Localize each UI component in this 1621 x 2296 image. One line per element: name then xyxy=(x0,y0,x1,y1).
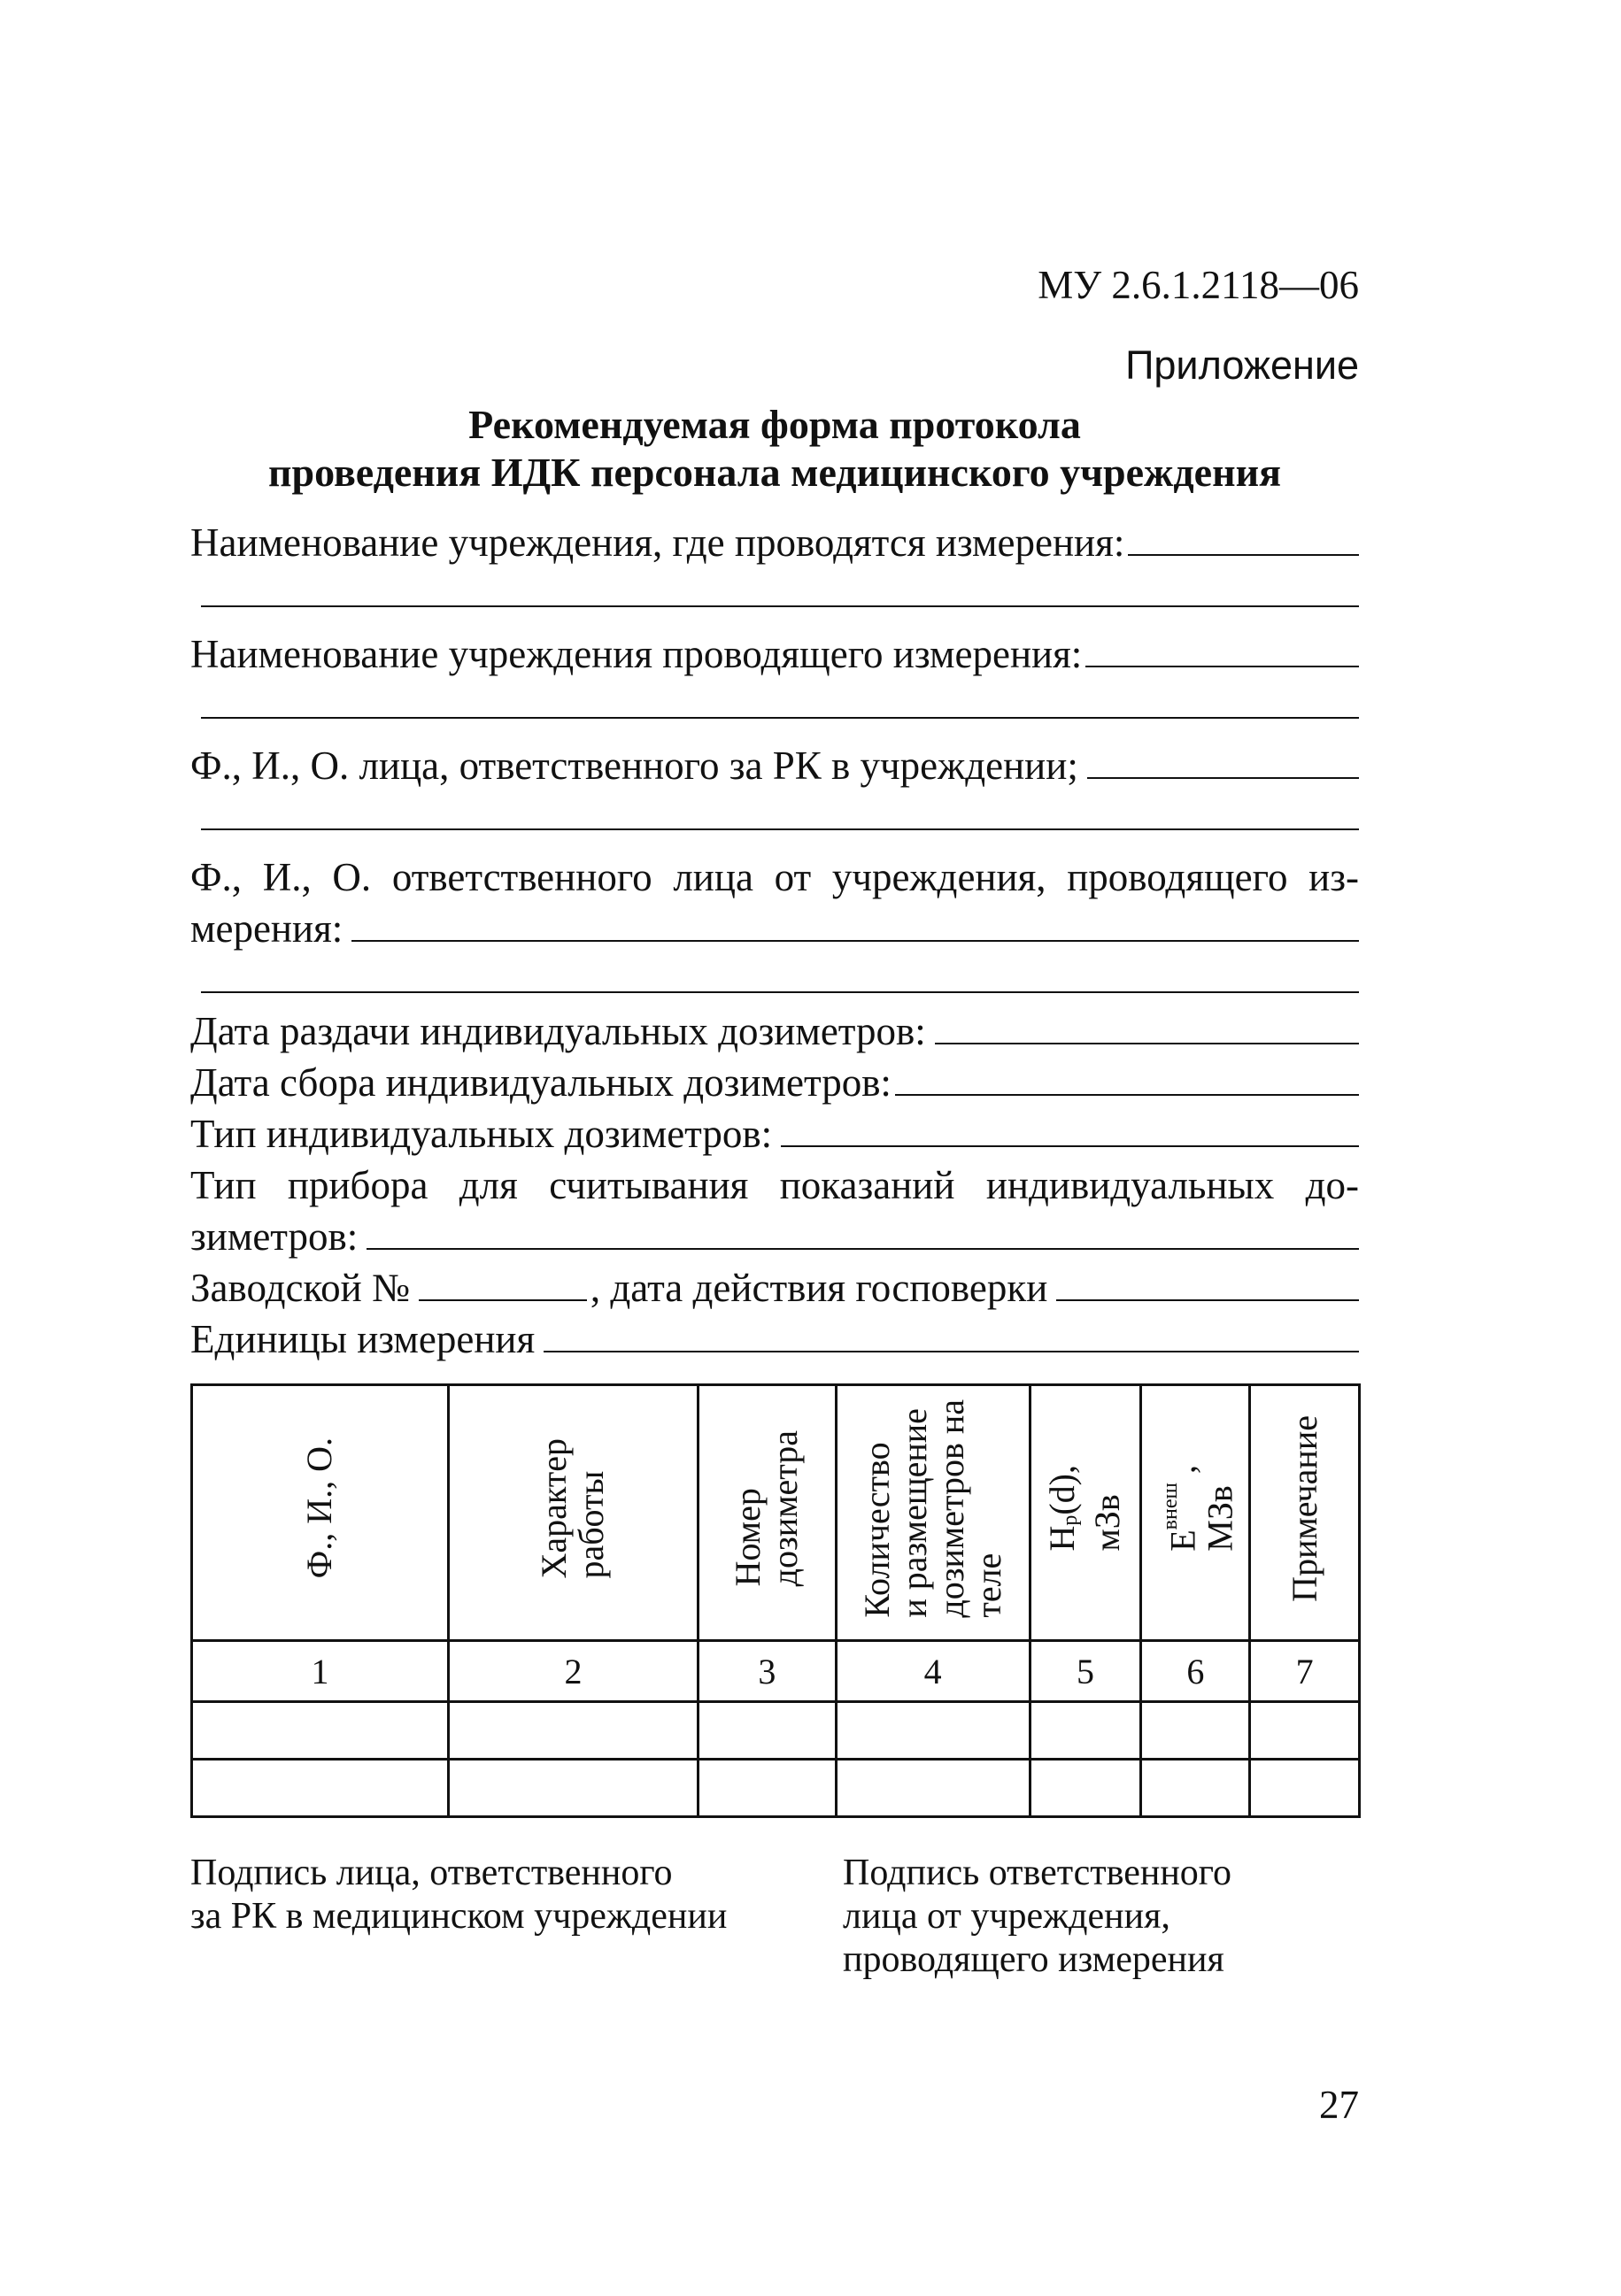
blank-line[interactable] xyxy=(367,1248,1359,1250)
table-cell[interactable] xyxy=(448,1702,698,1760)
signature-right-line-1: Подпись ответственного xyxy=(843,1853,1231,1893)
column-number: 4 xyxy=(836,1641,1030,1702)
serial-number-blank[interactable] xyxy=(419,1299,587,1301)
table-cell[interactable] xyxy=(1030,1702,1141,1760)
column-number: 7 xyxy=(1250,1641,1360,1702)
header-cell-dosimeter xyxy=(699,1385,837,1641)
header-text: Ф., И., О. xyxy=(299,1437,340,1579)
table-cell[interactable] xyxy=(699,1702,837,1760)
form-fields xyxy=(190,512,1359,1360)
table-cell[interactable] xyxy=(192,1702,449,1760)
signature-right-line-3: проводящего измерения xyxy=(843,1939,1224,1980)
field-institution-measured-continuation xyxy=(190,563,1359,614)
field-responsible-measuring xyxy=(190,846,1359,898)
field-institution-measuring-continuation xyxy=(190,674,1359,726)
field-dosimeter-type xyxy=(190,1103,1359,1154)
signature-right-line-2: лица от учреждения, xyxy=(843,1896,1170,1937)
appendix-label: Приложение xyxy=(1125,343,1359,388)
blank-line[interactable] xyxy=(1087,777,1359,779)
field-serial-verification xyxy=(190,1257,1359,1308)
header-cell-e xyxy=(1141,1385,1250,1641)
table-row xyxy=(192,1760,1360,1817)
blank-line[interactable] xyxy=(201,991,1359,993)
field-institution-measured xyxy=(190,512,1359,563)
field-responsible-rk xyxy=(190,735,1359,786)
blank-line[interactable] xyxy=(351,940,1359,942)
header-cell-work xyxy=(448,1385,698,1641)
column-number: 2 xyxy=(448,1641,698,1702)
signature-right xyxy=(843,1852,1339,1982)
field-responsible-measuring-line-2 xyxy=(190,898,1359,949)
header-text: $E^{внеш}$ , МЗв xyxy=(1159,1465,1240,1552)
blank-line[interactable] xyxy=(1128,554,1359,556)
table-cell[interactable] xyxy=(699,1760,837,1817)
blank-line[interactable] xyxy=(1056,1299,1359,1301)
document-page xyxy=(190,0,1359,2296)
table-cell[interactable] xyxy=(836,1760,1030,1817)
form-title-line-1: Рекомендуемая форма протокола xyxy=(468,402,1081,447)
header-cell-fio xyxy=(192,1385,449,1641)
table-cell[interactable] xyxy=(1250,1760,1360,1817)
header-cell-hp xyxy=(1030,1385,1141,1641)
field-label: Дата раздачи индивидуальных дозиметров: xyxy=(190,1009,926,1053)
header-text: Номер дозиметра xyxy=(728,1429,806,1587)
header-cell-note xyxy=(1250,1385,1360,1641)
blank-line[interactable] xyxy=(895,1094,1359,1096)
blank-line[interactable] xyxy=(201,828,1359,830)
field-label: Тип прибора для считывания показаний индивидуальных до- xyxy=(190,1163,1359,1207)
field-label: Заводской № xyxy=(190,1266,410,1310)
column-number: 3 xyxy=(699,1641,837,1702)
field-units xyxy=(190,1308,1359,1360)
field-responsible-measuring-continuation xyxy=(190,949,1359,1000)
field-label: Тип индивидуальных дозиметров: xyxy=(190,1112,773,1156)
document-code: МУ 2.6.1.2118—06 xyxy=(1038,263,1359,307)
blank-line[interactable] xyxy=(201,717,1359,719)
field-label: мерения: xyxy=(190,906,343,951)
table-header-row xyxy=(192,1385,1360,1641)
field-label: Наименование учреждения, где проводятся измерения: xyxy=(190,520,1125,565)
column-number: 6 xyxy=(1141,1641,1250,1702)
blank-line[interactable] xyxy=(781,1145,1359,1147)
table-cell[interactable] xyxy=(192,1760,449,1817)
form-title-line-2: проведения ИДК персонала медицинского учреждения xyxy=(268,450,1281,495)
signature-left xyxy=(190,1852,792,1938)
header-text: Примечание xyxy=(1284,1414,1324,1602)
table-cell[interactable] xyxy=(1141,1702,1250,1760)
signature-left-line-2: за РК в медицинском учреждении xyxy=(190,1896,728,1937)
blank-line[interactable] xyxy=(935,1043,1359,1044)
field-label: Дата сбора индивидуальных дозиметров: xyxy=(190,1060,892,1105)
blank-line[interactable] xyxy=(1085,666,1359,667)
field-label: , дата действия госповерки xyxy=(590,1266,1048,1310)
table-cell[interactable] xyxy=(1141,1760,1250,1817)
field-date-collect xyxy=(190,1052,1359,1103)
field-label: Ф., И., О. ответственного лица от учреждения, проводящего из- xyxy=(190,855,1359,899)
header-text: $H_p(d)$, мЗв xyxy=(1042,1465,1128,1552)
header-text: Количество и размещение дозиметров на теле xyxy=(856,1398,1008,1618)
column-number: 1 xyxy=(192,1641,449,1702)
column-number: 5 xyxy=(1030,1641,1141,1702)
blank-line[interactable] xyxy=(544,1351,1359,1352)
page-number: 27 xyxy=(1319,2083,1359,2127)
field-label: Единицы измерения xyxy=(190,1317,536,1361)
measurement-table xyxy=(190,1383,1361,1818)
table-number-row xyxy=(192,1641,1360,1702)
field-label: зиметров: xyxy=(190,1214,359,1259)
field-reader-type xyxy=(190,1154,1359,1206)
signature-left-line-1: Подпись лица, ответственного xyxy=(190,1853,673,1893)
field-institution-measuring xyxy=(190,623,1359,674)
table-cell[interactable] xyxy=(836,1702,1030,1760)
header-text: Характер работы xyxy=(534,1437,612,1579)
table-cell[interactable] xyxy=(1030,1760,1141,1817)
form-title xyxy=(190,401,1359,497)
table-cell[interactable] xyxy=(1250,1702,1360,1760)
table-row xyxy=(192,1702,1360,1760)
field-label: Ф., И., О. лица, ответственного за РК в учреждении; xyxy=(190,744,1078,788)
table-cell[interactable] xyxy=(448,1760,698,1817)
header-cell-placement xyxy=(836,1385,1030,1641)
field-reader-type-line-2 xyxy=(190,1206,1359,1257)
field-label: Наименование учреждения проводящего измерения: xyxy=(190,632,1083,676)
blank-line[interactable] xyxy=(201,605,1359,607)
field-responsible-rk-continuation xyxy=(190,786,1359,837)
field-date-issue xyxy=(190,1000,1359,1052)
